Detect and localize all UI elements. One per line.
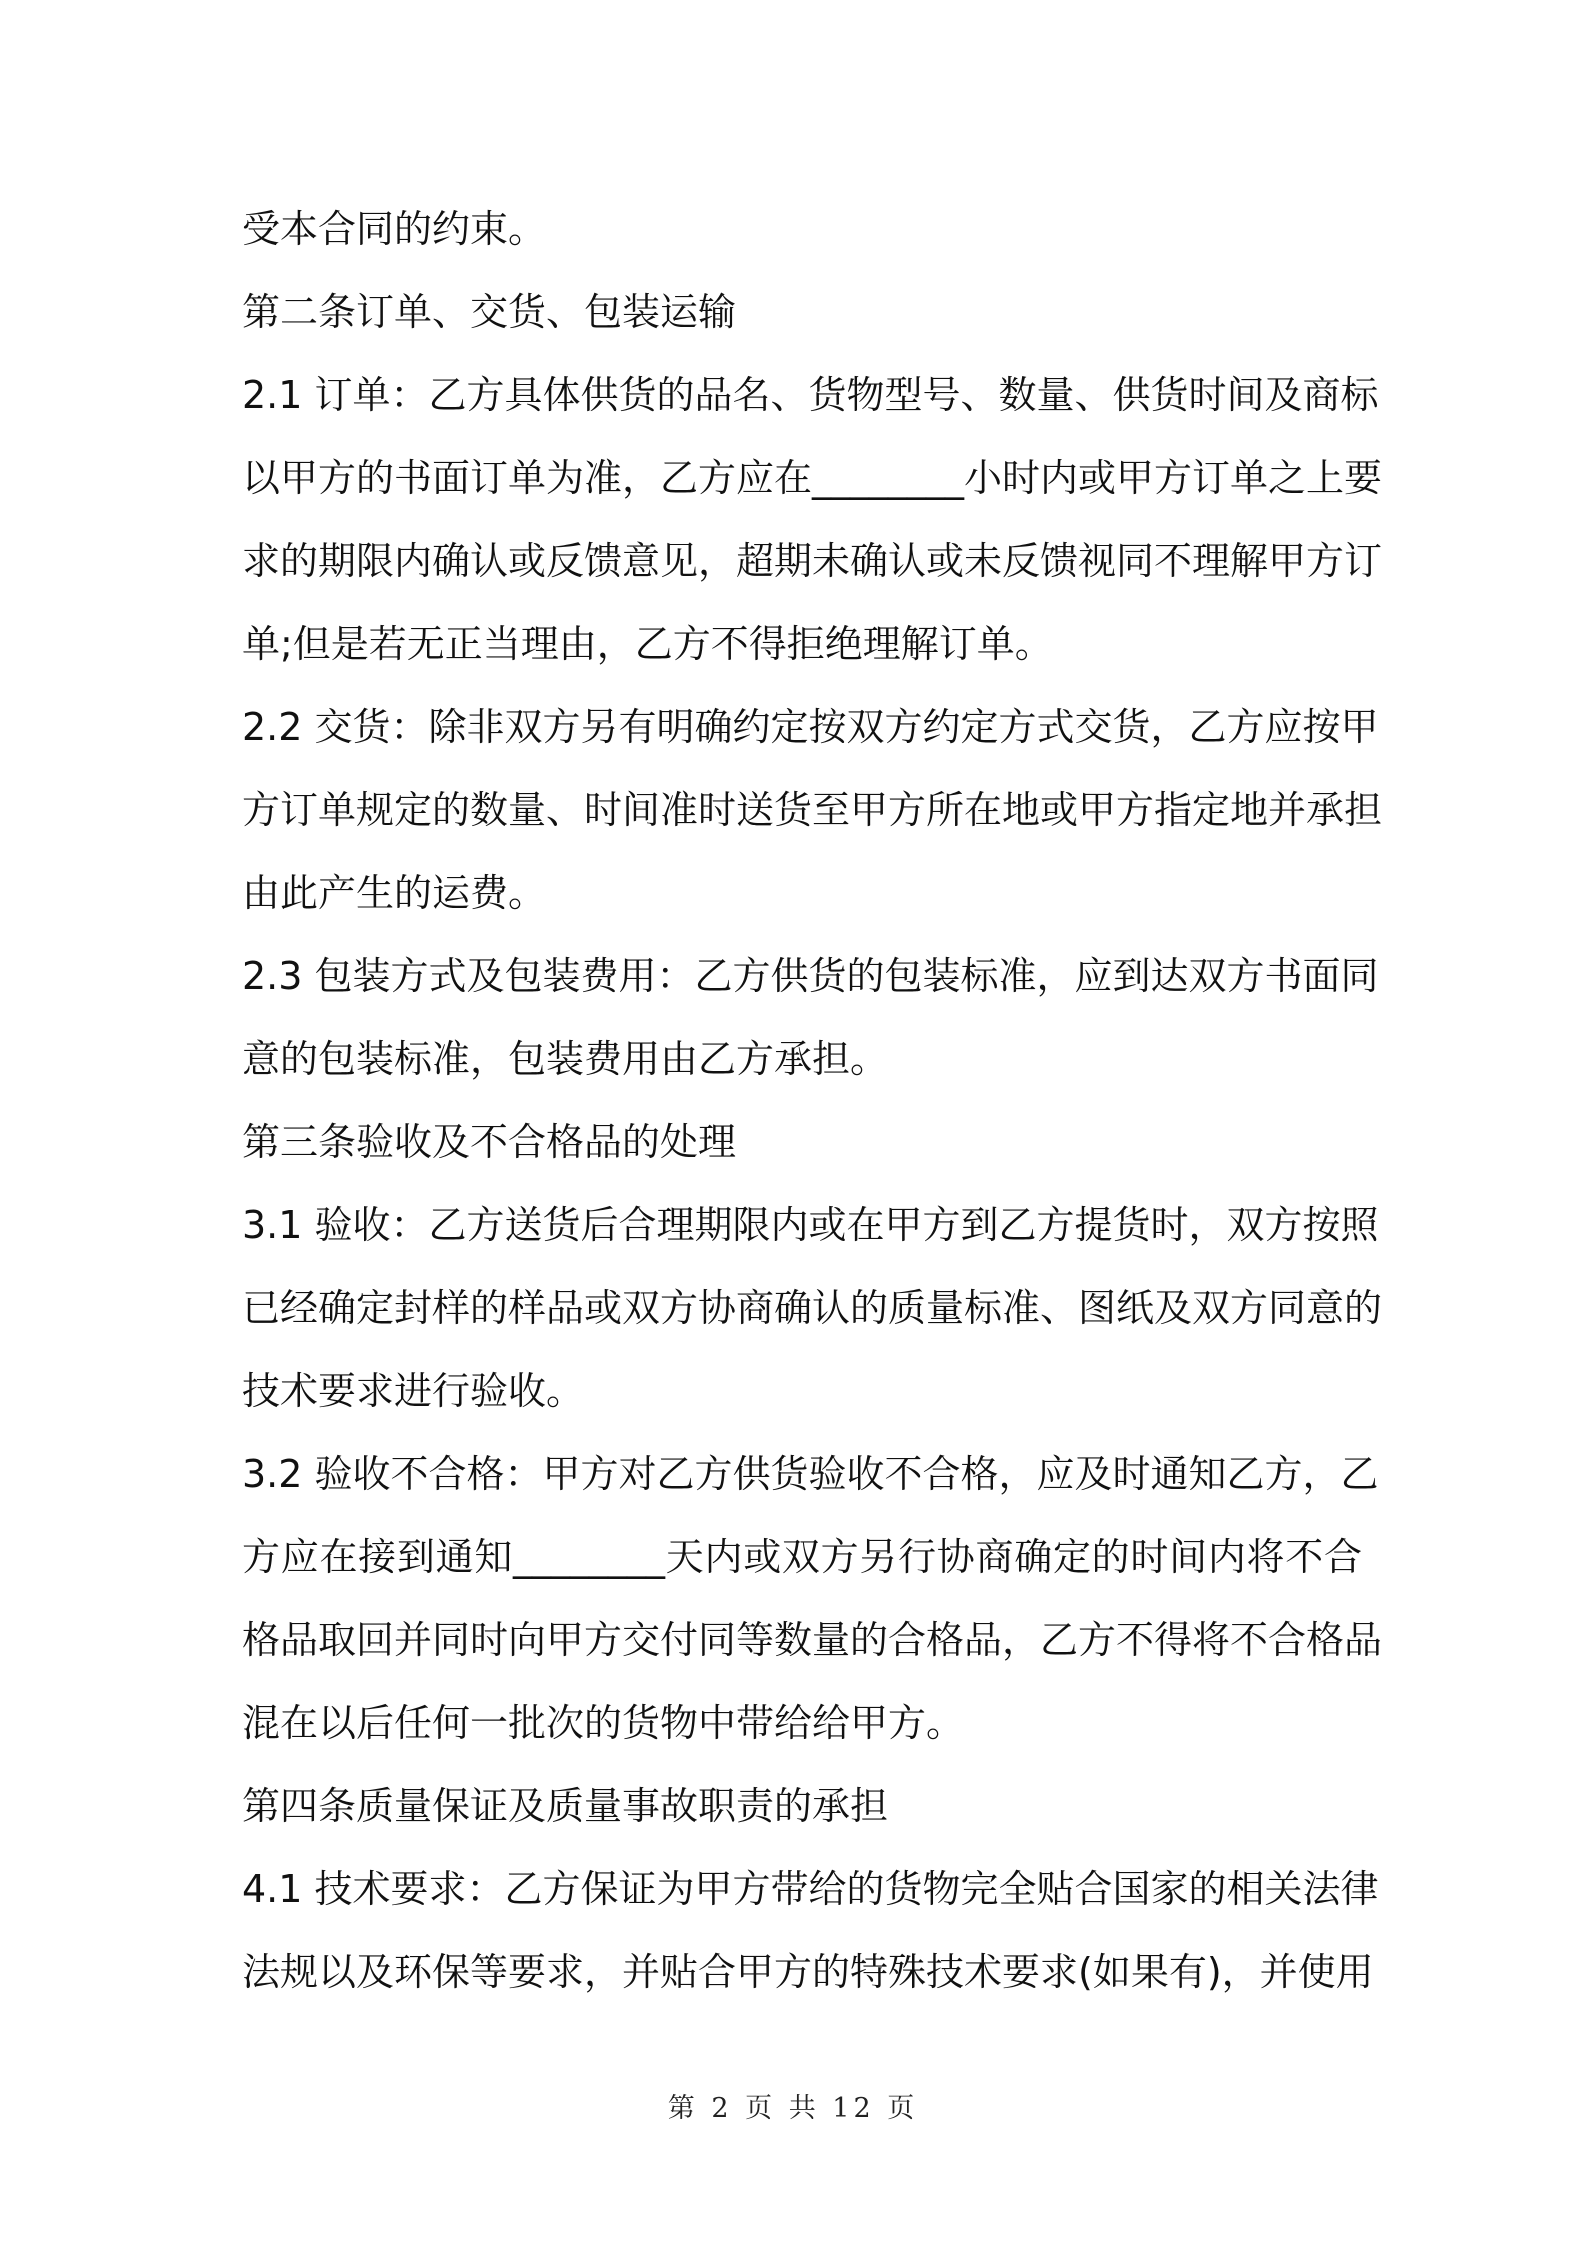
text-line: 混在以后任何一批次的货物中带给给甲方。 bbox=[242, 1701, 965, 1745]
text-line: 方应在接到通知________天内或双方另行协商确定的时间内将不合 bbox=[242, 1535, 1362, 1579]
text-line: 3.2 验收不合格：甲方对乙方供货验收不合格，应及时通知乙方，乙 bbox=[242, 1452, 1379, 1496]
text-line: 技术要求进行验收。 bbox=[242, 1369, 585, 1413]
page-number-footer: 第 2 页 共 12 页 bbox=[667, 2093, 919, 2124]
text-line: 2.1 订单：乙方具体供货的品名、货物型号、数量、供货时间及商标 bbox=[242, 373, 1379, 417]
text-line: 以甲方的书面订单为准，乙方应在________小时内或甲方订单之上要 bbox=[242, 456, 1383, 500]
text-line: 已经确定封样的样品或双方协商确认的质量标准、图纸及双方同意的 bbox=[242, 1286, 1383, 1330]
text-line: 意的包装标准，包装费用由乙方承担。 bbox=[242, 1037, 889, 1081]
text-line: 方订单规定的数量、时间准时送货至甲方所在地或甲方指定地并承担 bbox=[242, 788, 1383, 832]
text-line: 受本合同的约束。 bbox=[242, 207, 547, 251]
document-body bbox=[242, 188, 1383, 2014]
text-line: 单;但是若无正当理由，乙方不得拒绝理解订单。 bbox=[242, 622, 1053, 666]
section-heading: 第三条验收及不合格品的处理 bbox=[242, 1120, 737, 1164]
text-line: 2.3 包装方式及包装费用：乙方供货的包装标准，应到达双方书面同 bbox=[242, 954, 1379, 998]
text-line: 2.2 交货：除非双方另有明确约定按双方约定方式交货，乙方应按甲 bbox=[242, 705, 1379, 749]
text-line: 3.1 验收：乙方送货后合理期限内或在甲方到乙方提货时，双方按照 bbox=[242, 1203, 1379, 1247]
text-line: 求的期限内确认或反馈意见，超期未确认或未反馈视同不理解甲方订 bbox=[242, 539, 1383, 583]
section-heading: 第二条订单、交货、包装运输 bbox=[242, 290, 737, 334]
text-line: 由此产生的运费。 bbox=[242, 871, 547, 915]
text-line: 4.1 技术要求：乙方保证为甲方带给的货物完全贴合国家的相关法律 bbox=[242, 1867, 1379, 1911]
text-line: 格品取回并同时向甲方交付同等数量的合格品，乙方不得将不合格品 bbox=[242, 1618, 1383, 1662]
text-line: 法规以及环保等要求，并贴合甲方的特殊技术要求(如果有)，并使用 bbox=[242, 1950, 1374, 1994]
section-heading: 第四条质量保证及质量事故职责的承担 bbox=[242, 1784, 889, 1828]
